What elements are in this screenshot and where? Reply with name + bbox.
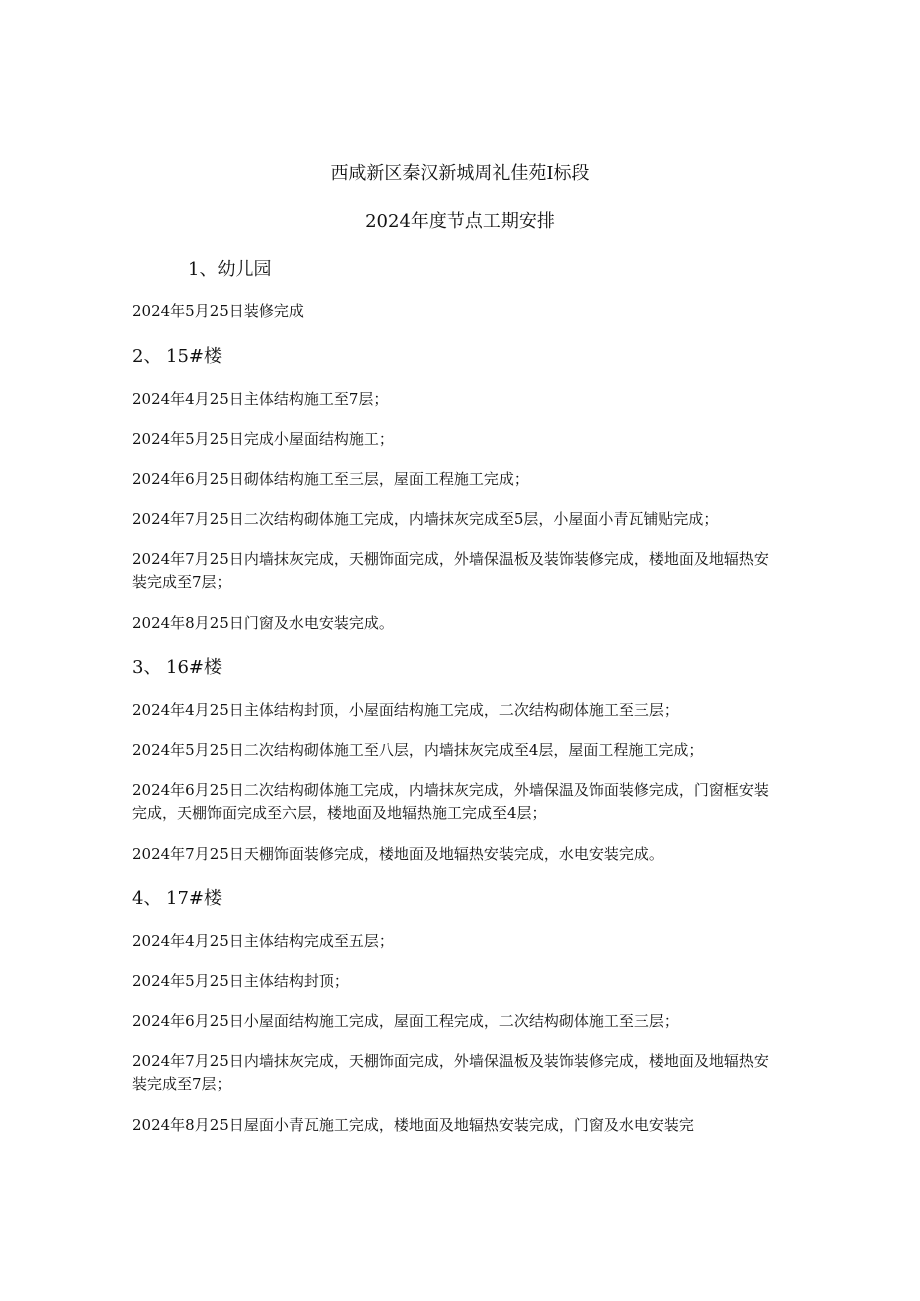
entry-date: 2024年4月25日 bbox=[132, 390, 244, 408]
schedule-entry bbox=[132, 699, 782, 722]
schedule-entry bbox=[132, 468, 782, 491]
entry-date: 2024年5月25日 bbox=[132, 741, 244, 759]
entry-date: 2024年5月25日 bbox=[132, 972, 244, 990]
entry-date: 2024年7月25日 bbox=[132, 1052, 244, 1070]
entry-text: 主体结构施工至7层； bbox=[243, 390, 389, 408]
schedule-entry bbox=[132, 508, 782, 531]
entry-text: 装修完成 bbox=[243, 302, 304, 320]
section-heading-kindergarten bbox=[188, 258, 271, 282]
entry-text: 天棚饰面装修完成，楼地面及地辐热安装完成，水电安装完成。 bbox=[243, 845, 664, 863]
section-heading-building-15 bbox=[132, 345, 222, 369]
entry-date: 2024年8月25日 bbox=[132, 1116, 244, 1134]
entry-text: 内墙抹灰完成，天棚饰面完成，外墙保温板及装饰装修完成，楼地面及地辐热安装完成至7层； bbox=[132, 550, 769, 591]
schedule-entry bbox=[132, 843, 782, 866]
entry-date: 2024年6月25日 bbox=[132, 470, 244, 488]
schedule-entry bbox=[132, 388, 782, 411]
entry-date: 2024年8月25日 bbox=[132, 614, 244, 632]
entry-date: 2024年4月25日 bbox=[132, 701, 244, 719]
section-name: 幼儿园 bbox=[217, 259, 272, 280]
schedule-entry bbox=[132, 428, 782, 451]
entry-text: 完成小屋面结构施工； bbox=[243, 430, 394, 448]
entry-text: 内墙抹灰完成，天棚饰面完成，外墙保温板及装饰装修完成，楼地面及地辐热安装完成至7层； bbox=[132, 1052, 769, 1093]
document-subtitle: 2024年度节点工期安排 bbox=[365, 211, 555, 232]
section-heading-building-16 bbox=[132, 656, 222, 680]
section-name: 17#楼 bbox=[166, 888, 222, 909]
entry-date: 2024年5月25日 bbox=[132, 302, 244, 320]
entry-text: 二次结构砌体施工完成，内墙抹灰完成至5层，小屋面小青瓦铺贴完成； bbox=[243, 510, 719, 528]
entry-date: 2024年7月25日 bbox=[132, 510, 244, 528]
schedule-entry bbox=[132, 1050, 782, 1096]
entry-date: 2024年6月25日 bbox=[132, 781, 244, 799]
schedule-entry bbox=[132, 930, 782, 953]
entry-date: 2024年7月25日 bbox=[132, 845, 244, 863]
schedule-entry bbox=[132, 1114, 782, 1137]
section-name: 15#楼 bbox=[166, 346, 222, 367]
section-name: 16#楼 bbox=[166, 657, 222, 678]
entry-text: 主体结构封顶； bbox=[243, 972, 349, 990]
schedule-entry bbox=[132, 300, 782, 323]
schedule-entry bbox=[132, 779, 782, 825]
section-number: 4、 bbox=[132, 888, 162, 909]
entry-date: 2024年5月25日 bbox=[132, 430, 244, 448]
schedule-entry bbox=[132, 548, 782, 594]
schedule-entry bbox=[132, 612, 782, 635]
entry-date: 2024年6月25日 bbox=[132, 1012, 244, 1030]
entry-date: 2024年7月25日 bbox=[132, 550, 244, 568]
entry-date: 2024年4月25日 bbox=[132, 932, 244, 950]
schedule-entry bbox=[132, 970, 782, 993]
entry-text: 小屋面结构施工完成，屋面工程完成，二次结构砌体施工至三层； bbox=[243, 1012, 679, 1030]
schedule-entry bbox=[132, 739, 782, 762]
section-number: 2、 bbox=[132, 346, 162, 367]
entry-text: 门窗及水电安装完成。 bbox=[243, 614, 394, 632]
entry-text: 主体结构完成至五层； bbox=[243, 932, 394, 950]
section-heading-building-17 bbox=[132, 887, 222, 911]
entry-text: 二次结构砌体施工完成，内墙抹灰完成，外墙保温及饰面装修完成，门窗框安装完成，天棚饰面完成至六层，楼地面及地辐热施工完成至4层； bbox=[132, 781, 769, 822]
entry-text: 主体结构封顶，小屋面结构施工完成，二次结构砌体施工至三层； bbox=[243, 701, 679, 719]
section-number: 3、 bbox=[132, 657, 162, 678]
entry-text: 屋面小青瓦施工完成，楼地面及地辐热安装完成，门窗及水电安装完 bbox=[243, 1116, 694, 1134]
schedule-entry bbox=[132, 1010, 782, 1033]
section-number: 1、 bbox=[188, 259, 218, 280]
document-title: 西咸新区秦汉新城周礼佳苑I标段 bbox=[330, 163, 590, 184]
entry-text: 砌体结构施工至三层，屋面工程施工完成； bbox=[243, 470, 529, 488]
entry-text: 二次结构砌体施工至八层，内墙抹灰完成至4层，屋面工程施工完成； bbox=[243, 741, 704, 759]
